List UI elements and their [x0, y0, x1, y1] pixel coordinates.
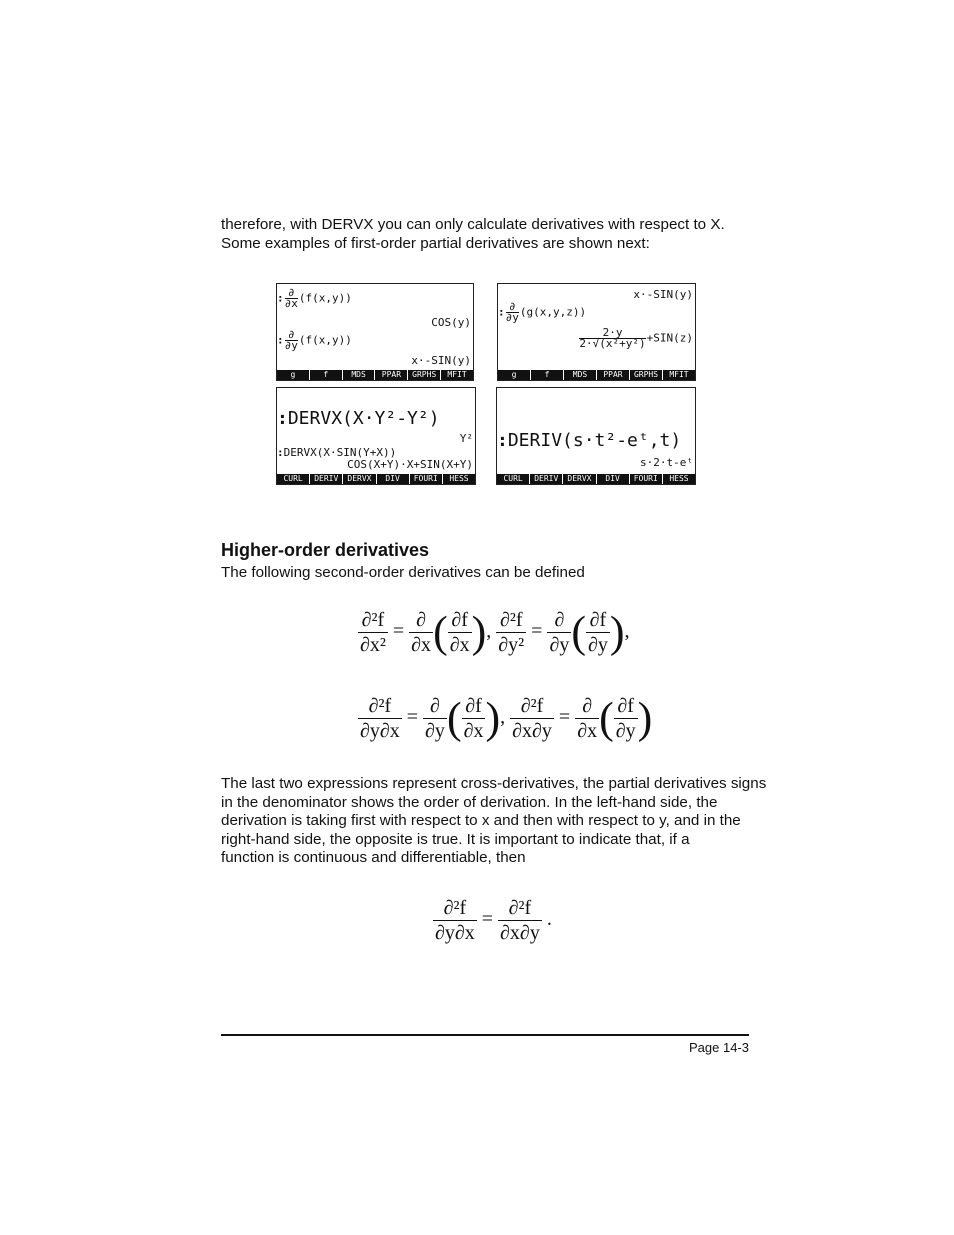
softkey[interactable]: HESS — [663, 474, 695, 484]
equation-row-2: $\frac{\text{∂²f}}{\partial y\partial x}$ = ∂ ∂y ( $\frac{\partial f}{\partial x}$ ), $\frac{\text{∂²f}}{\partial x\partial y}$ = ∂ ∂x ( $\frac{\partial f}{\partial y}$ ) — [360, 693, 653, 743]
softkey-menu — [277, 474, 475, 484]
softkey[interactable]: MDS — [343, 370, 375, 380]
comma: , — [624, 620, 630, 643]
page-number: Page 14-3 — [689, 1040, 749, 1055]
comma: , — [486, 620, 492, 643]
softkey-menu — [498, 370, 695, 380]
screen1-line1: : ∂ ∂x (f(x,y)) — [277, 286, 352, 310]
softkey[interactable]: f — [531, 370, 563, 380]
expression: (f(x,y)) — [298, 291, 352, 305]
body-line-2: in the denominator shows the order of derivation. In the left-hand side, the — [221, 793, 718, 811]
partial-symbol: ∂ — [506, 302, 519, 313]
intro-line-1: therefore, with DERVX you can only calculate derivatives with respect to X. — [221, 216, 725, 233]
section-heading: Higher-order derivatives — [221, 540, 430, 560]
screen3-result2: COS(X+Y)·X+SIN(X+Y) — [347, 458, 473, 471]
period: . — [546, 908, 552, 931]
partial-symbol: ∂ — [285, 330, 298, 341]
softkey[interactable]: CURL — [277, 474, 309, 484]
softkey[interactable]: DERIV — [310, 474, 342, 484]
screen2-result — [578, 328, 693, 349]
equals-sign: = — [481, 908, 494, 931]
expression: DERIV(s·t²-eᵗ,t) — [507, 430, 682, 451]
equation-row-3 — [433, 896, 552, 945]
softkey[interactable]: PPAR — [597, 370, 629, 380]
body-line-5: function is continuous and differentiable, then — [221, 849, 526, 867]
calculator-screen-2 — [497, 283, 696, 381]
softkey[interactable]: PPAR — [375, 370, 407, 380]
fraction: $\frac{\partial f}{\partial x}$ — [463, 695, 484, 742]
screen1-result2: x·-SIN(y) — [411, 354, 471, 367]
softkey[interactable]: GRPHS — [630, 370, 662, 380]
expression: DERVX(X·Y²-Y²) — [287, 408, 440, 429]
fraction: $\frac{\text{∂²f}}{\text{∂x²}}$ — [360, 609, 386, 656]
softkey[interactable]: g — [498, 370, 530, 380]
softkey[interactable]: FOURI — [630, 474, 662, 484]
screen3-line2: :DERVX(X·SIN(Y+X)) — [277, 446, 397, 459]
calculator-screen-3 — [276, 387, 476, 485]
screen1-line2: : ∂ ∂y (f(x,y)) — [277, 328, 352, 352]
screen3-result1: Y² — [459, 432, 473, 445]
footer-rule — [221, 1034, 749, 1036]
softkey[interactable]: MDS — [564, 370, 596, 380]
screen3-line1: :DERVX(X·Y²-Y²) — [277, 408, 440, 429]
softkey[interactable]: MFIT — [441, 370, 473, 380]
screen2-top-result: x·-SIN(y) — [633, 288, 693, 301]
fraction: ∂ ∂y — [549, 609, 570, 656]
softkey-menu — [277, 370, 473, 380]
fraction: $\frac{\partial f}{\partial y}$ — [615, 695, 636, 742]
calculator-screen-4 — [496, 387, 696, 485]
fraction: $\frac{\text{∂²f}}{\partial y\partial x}$ — [360, 695, 400, 742]
fraction: $\frac{\text{∂²f}}{\partial x\partial y}$ — [500, 897, 540, 944]
softkey[interactable]: CURL — [497, 474, 529, 484]
partial-denominator: ∂x — [284, 297, 298, 310]
softkey-menu — [497, 474, 695, 484]
equation-row-1: $\frac{\text{∂²f}}{\text{∂x²}}$ = ∂ ∂x ( $\frac{\partial f}{\partial x}$ ), $\frac{\text{∂²f}}{\text{∂y²}}$ = ∂ ∂y ( $\frac{\partial f}{\partial y}$ ), — [360, 607, 630, 657]
body-line-1: The last two expressions represent cross-derivatives, the partial derivatives signs — [221, 775, 767, 792]
intro-paragraph — [221, 216, 725, 253]
softkey[interactable]: GRPHS — [408, 370, 440, 380]
calculator-screen-1 — [276, 283, 474, 381]
softkey[interactable]: DERVX — [563, 474, 595, 484]
softkey[interactable]: g — [277, 370, 309, 380]
softkey[interactable]: HESS — [443, 474, 475, 484]
fraction: $\frac{\text{∂²f}}{\partial y\partial x}$ — [435, 897, 475, 944]
softkey[interactable]: f — [310, 370, 342, 380]
result-denominator: 2·√(x²+y²) — [579, 337, 646, 350]
softkey[interactable]: DERIV — [530, 474, 562, 484]
partial-denominator: ∂y — [505, 311, 519, 324]
fraction: $\frac{\partial f}{\partial x}$ — [449, 609, 470, 656]
comma: , — [500, 706, 506, 729]
body-line-3: derivation is taking first with respect to x and then with respect to y, and in the — [221, 812, 741, 830]
intro-line-2: Some examples of first-order partial derivatives are shown next: — [221, 234, 650, 252]
section-subtext: The following second-order derivatives can be defined — [221, 564, 585, 581]
softkey[interactable]: DIV — [597, 474, 629, 484]
expression: (f(x,y)) — [298, 333, 352, 347]
fraction: $\frac{\text{∂²f}}{\partial x\partial y}$ — [512, 695, 552, 742]
result-tail: +SIN(z) — [646, 331, 693, 345]
softkey[interactable]: FOURI — [410, 474, 442, 484]
softkey[interactable]: MFIT — [663, 370, 695, 380]
fraction: $\frac{\partial f}{\partial y}$ — [587, 609, 608, 656]
fraction: ∂ ∂y — [425, 695, 445, 742]
body-line-4: right-hand side, the opposite is true. It is important to indicate that, if a — [221, 830, 690, 848]
screen1-result1: COS(y) — [431, 316, 471, 329]
result-numerator: 2·y — [579, 328, 645, 339]
partial-denominator: ∂y — [284, 339, 298, 352]
expression: (g(x,y,z)) — [519, 305, 587, 319]
screen4-line1: :DERIV(s·t²-eᵗ,t) — [497, 430, 682, 451]
screen4-result1: s·2·t-eᵗ — [640, 456, 693, 469]
fraction: ∂ ∂x — [411, 609, 432, 656]
body-paragraph — [221, 775, 766, 868]
partial-symbol: ∂ — [285, 288, 298, 299]
equals-sign: = — [531, 620, 543, 643]
equals-sign: = — [558, 706, 571, 729]
fraction: ∂ ∂x — [577, 695, 598, 742]
equals-sign: = — [406, 706, 419, 729]
screen2-line1: : ∂ ∂y (g(x,y,z)) — [498, 300, 587, 324]
expression: DERVX(X·SIN(Y+X)) — [283, 446, 397, 459]
equals-sign: = — [392, 620, 405, 643]
fraction: $\frac{\text{∂²f}}{\text{∂y²}}$ — [498, 609, 525, 656]
softkey[interactable]: DIV — [377, 474, 409, 484]
softkey[interactable]: DERVX — [343, 474, 375, 484]
